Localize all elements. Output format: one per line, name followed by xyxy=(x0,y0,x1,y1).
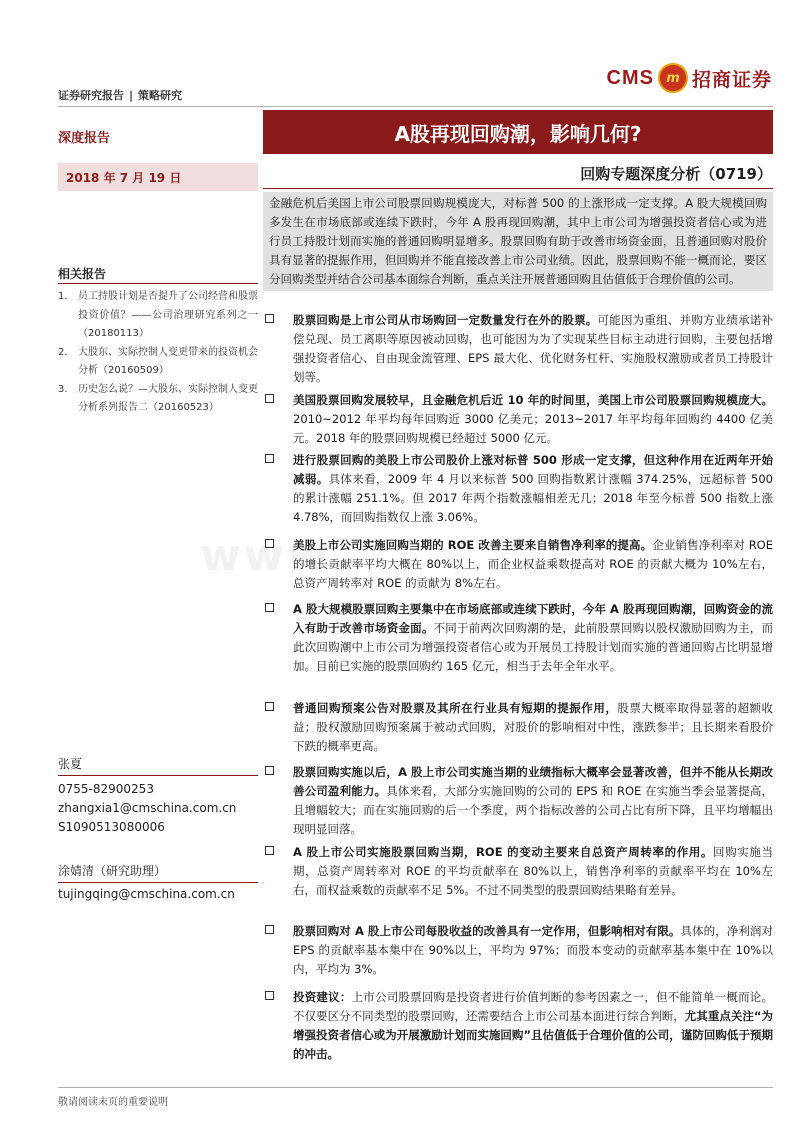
key-point-lead: 股票回购是上市公司从市场购回一定数量发行在外的股票。 xyxy=(293,313,598,327)
subtitle-divider xyxy=(263,188,773,189)
key-point-text: 2010~2012 年平均每年回购近 3000 亿美元；2013~2017 年平均每年回购约 4400 亿美元。2018 年的股票回购规模已经超过 5000 亿元。 xyxy=(293,412,773,445)
related-report-item[interactable] xyxy=(58,288,258,344)
footer-divider xyxy=(58,1087,773,1088)
header-separator: | xyxy=(129,89,134,102)
analyst-phone: 0755-82900253 xyxy=(58,782,154,796)
key-point xyxy=(263,451,773,527)
related-reports-list xyxy=(58,288,258,418)
key-point xyxy=(263,922,773,979)
analyst-block-2 xyxy=(58,862,258,881)
checkbox-bullet-icon xyxy=(265,702,274,711)
key-point-emphasis: 尤其重点关注“为增强投资者信心或为开展激励计划而实施回购”且估值低于合理价值的公司，谨防回购低于预期的冲击。 xyxy=(293,1009,773,1061)
analyst-name: 涂婧清（研究助理） xyxy=(58,864,167,878)
watermark: www. xyxy=(200,530,348,581)
key-point-text: 不同于前两次回购潮的是，此前股票回购以股权激励回购为主，而此次回购潮中上市公司为增强投资者信心或为开展员工持股计划而实施的普通回购占比明显增加。目前已实施的股票回购约 165 亿元，相当于去年全年水平。 xyxy=(293,621,774,673)
related-report-item[interactable] xyxy=(58,344,258,381)
key-point-lead: 美股上市公司实施回购当期的 ROE 改善主要来自销售净利率的提高。 xyxy=(293,538,653,552)
related-divider xyxy=(58,283,258,284)
key-point-text: 上市公司股票回购是投资者进行价值判断的参考因素之一，但不能简单一概而论。不仅要区分不同类型的股票回购，还需要结合上市公司基本面进行综合判断， xyxy=(293,990,773,1023)
key-point xyxy=(263,763,773,839)
analyst-block-1 xyxy=(58,755,258,774)
logo-cms-text: CMS xyxy=(606,66,654,89)
analyst-divider xyxy=(58,882,258,883)
key-point-lead: 普通回购预案公告对股票及其所在行业具有短期的提振作用， xyxy=(293,701,618,715)
header-breadcrumb xyxy=(58,87,182,103)
key-point-lead: A 股上市公司实施股票回购当期，ROE 的变动主要来自总资产周转率的作用。 xyxy=(293,845,714,859)
checkbox-bullet-icon xyxy=(265,925,274,934)
analyst-divider xyxy=(58,775,258,776)
checkbox-bullet-icon xyxy=(265,394,274,403)
related-report-text: 大股东、实际控制人变更带来的投资机会分析（20160509） xyxy=(78,346,258,376)
page-title: A股再现回购潮，影响几何? xyxy=(263,110,773,154)
key-point-text: 企业销售净利率对 ROE 的增长贡献率平均大概在 80%以上，而企业权益乘数提高对 ROE 的贡献大概为 10%左右，总资产周转率对 ROE 的贡献为 8%左右。 xyxy=(293,538,773,590)
key-point-lead: 股票回购对 A 股上市公司每股收益的改善具有一定作用，但影响相对有限。 xyxy=(293,924,681,938)
analyst-email[interactable]: tujingqing@cmschina.com.cn xyxy=(58,887,235,901)
checkbox-bullet-icon xyxy=(265,603,274,612)
logo-company-name: 招商证券 xyxy=(691,68,772,91)
key-point xyxy=(263,600,773,676)
key-point xyxy=(263,843,773,900)
header-category: 证券研究报告 xyxy=(58,89,124,102)
key-point xyxy=(263,391,773,448)
analyst-contact-1 xyxy=(58,780,258,837)
report-subtitle: 回购专题深度分析（0719） xyxy=(580,165,772,183)
checkbox-bullet-icon xyxy=(265,539,274,548)
key-point-lead: 进行股票回购的美股上市公司股价上涨对标普 500 形成一定支撑，但这种作用在近两年开始减弱。 xyxy=(293,453,773,486)
company-logo xyxy=(607,60,772,96)
report-date: 2018 年 7 月 19 日 xyxy=(58,163,258,191)
key-point-lead: 股票回购实施以后，A 股上市公司实施当期的业绩指标大概率会显著改善，但并不能从长期改善公司盈利能力。 xyxy=(293,765,773,798)
key-point xyxy=(263,988,773,1064)
key-point-text: 具体来看，大部分实施回购的公司的 EPS 和 ROE 在实施当季会显著提高，且增幅较大；而在实施回购的后一个季度，两个指标改善的公司占比有所下降，且平均增幅出现明显回落。 xyxy=(293,784,773,836)
key-point-text: 可能因为重组、并购方业绩承诺补偿兑现、员工离职等原因被动回购，也可能因为为了实现某些目标主动进行回购，主要包括增强投资者信心、自由现金流管理、EPS 最大化、优化财务杠杆、实施股权激励或者员工持股计划等。 xyxy=(293,313,774,384)
header-divider xyxy=(58,106,773,107)
key-point-text: 具体来看，2009 年 4 月以来标普 500 回购指数累计涨幅 374.25%，远超标普 500 的累计涨幅 251.1%。但 2017 年两个指数涨幅相差无几；2018 年至今标普 500 指数上涨 4.78%，而回购指数仅上涨 3.06%。 xyxy=(293,472,773,524)
key-point-text: 股票大概率取得显著的超额收益；股权激励回购预案属于被动式回购，对股价的影响相对中性，涨跌参半；且长期来看股价下跌的概率更高。 xyxy=(293,701,773,753)
checkbox-bullet-icon xyxy=(265,454,274,463)
related-report-num: 3. xyxy=(58,383,68,395)
key-point-lead: 投资建议： xyxy=(293,990,352,1004)
analyst-cert: S1090513080006 xyxy=(58,820,165,834)
related-report-num: 1. xyxy=(58,291,68,302)
analyst-email[interactable]: zhangxia1@cmschina.com.cn xyxy=(58,801,237,815)
checkbox-bullet-icon xyxy=(265,314,274,323)
key-point xyxy=(263,311,773,387)
analyst-contact-2 xyxy=(58,885,258,904)
key-point xyxy=(263,536,773,593)
related-report-text: 历史怎么说？—大股东、实际控制人变更分析系列报告二（20160523） xyxy=(78,383,258,413)
checkbox-bullet-icon xyxy=(265,846,274,855)
key-point-lead: 美国股票回购发展较早，且金融危机后近 10 年的时间里，美国上市公司股票回购规模庞大。 xyxy=(293,393,773,407)
key-point-lead: A 股大规模股票回购主要集中在市场底部或连续下跌时，今年 A 股再现回购潮，回购资金的流入有助于改善市场资金面。 xyxy=(293,602,773,635)
analyst-name: 张夏 xyxy=(58,757,83,771)
report-type: 深度报告 xyxy=(58,131,111,146)
related-report-text: 员工持股计划是否提升了公司经营和股票投资价值？——公司治理研究系列之一（20180113） xyxy=(78,291,258,339)
summary-box: 金融危机后美国上市公司股票回购规模庞大，对标普 500 的上涨形成一定支撑。A 股大规模回购多发生在市场底部或连续下跌时，今年 A 股再现回购潮，其中上市公司为增强投资者信心或为进行员工持股计划而实施的普通回购明显增多。股票回购有助于改善市场资金面，且普通回购对股价具有显著的提振作用，但回购并不能直接改善上市公司业绩。因此，股票回购不能一概而论，要区分回购类型并结合公司基本面综合判断，重点关注开展普通回购且估值低于合理价值的公司。 xyxy=(263,192,773,291)
header-subcategory: 策略研究 xyxy=(138,89,183,102)
logo-badge-icon: m xyxy=(658,63,688,93)
checkbox-bullet-icon xyxy=(265,991,274,1000)
footer-note: 敬请阅读末页的重要说明 xyxy=(58,1097,168,1108)
key-point-text: 具体的，净利润对 EPS 的贡献率基本集中在 90%以上，平均为 97%；而股本变动的贡献率基本集中在 10%以内，平均为 3%。 xyxy=(293,924,774,976)
related-report-item[interactable] xyxy=(58,381,258,418)
key-point xyxy=(263,699,773,756)
related-reports-title: 相关报告 xyxy=(58,267,107,281)
related-report-num: 2. xyxy=(58,346,68,358)
key-point-text: 回购实施当期，总资产周转率对 ROE 的平均贡献率在 80%以上，销售净利率的贡献率平均在 10%左右，而权益乘数的贡献率不足 5%。不过不同类型的股票回购结果略有差异。 xyxy=(293,845,773,897)
checkbox-bullet-icon xyxy=(265,766,274,775)
